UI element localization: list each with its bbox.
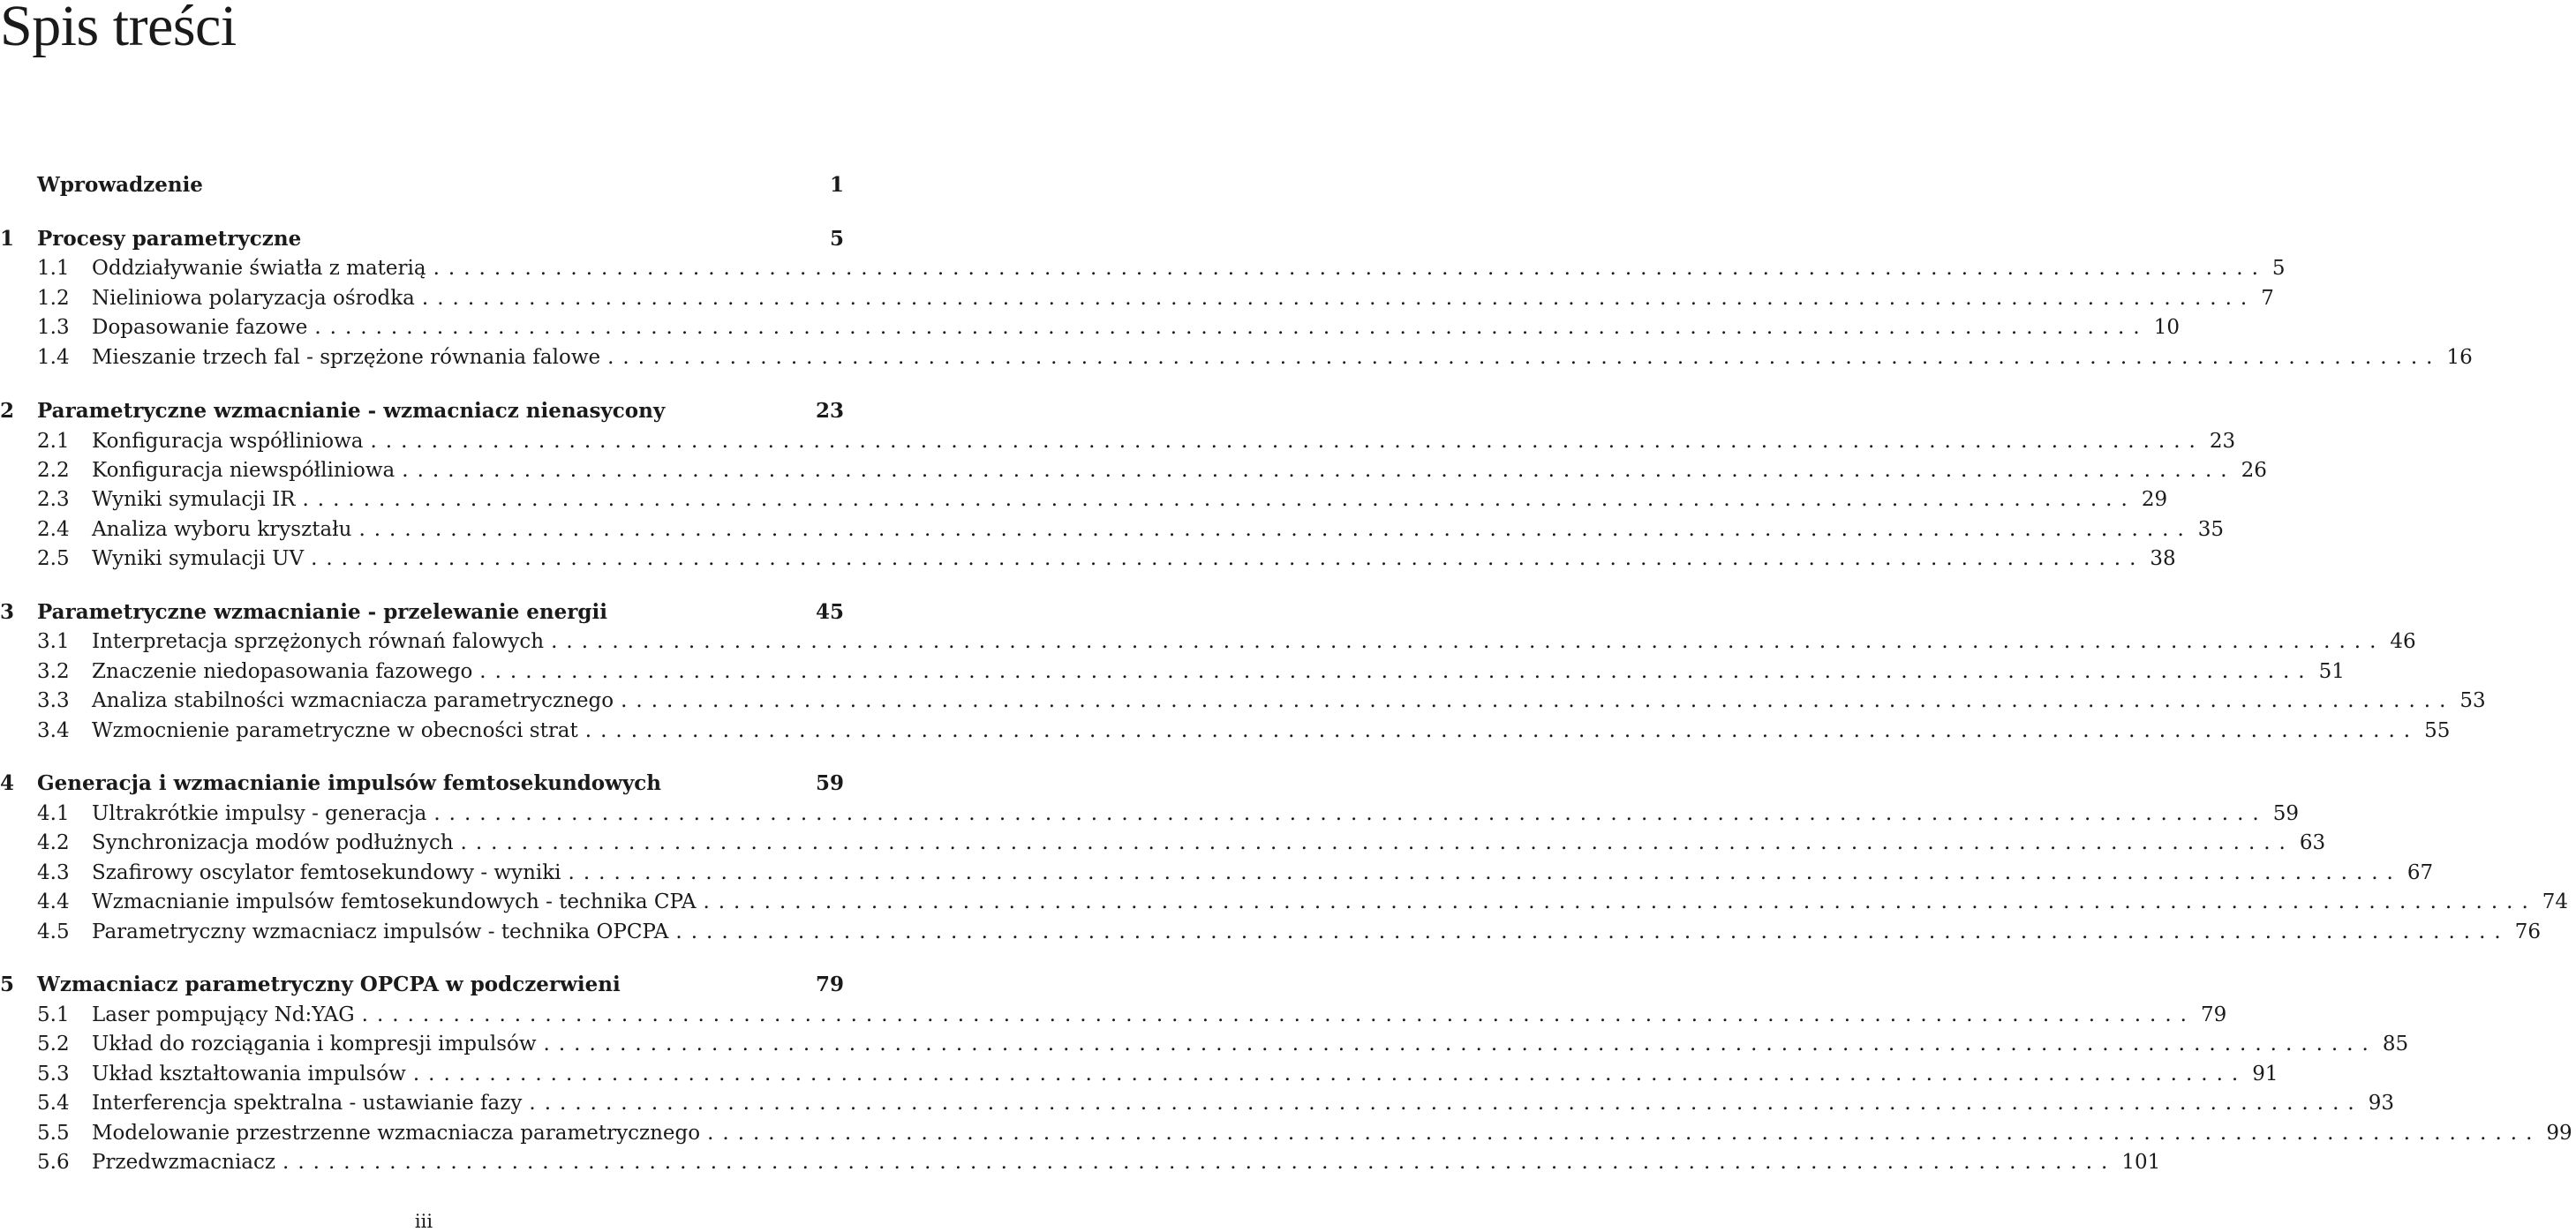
toc-entry-title: Konfiguracja niewspółliniowa	[92, 459, 395, 482]
toc-entry-number: 3.3	[37, 689, 70, 712]
toc-entry-page: 76	[2514, 920, 2542, 943]
toc-section-entry[interactable]	[0, 858, 2434, 888]
toc-section-entry[interactable]	[0, 1147, 2161, 1177]
toc-leader-dots: ........................................................................................................................	[568, 861, 2402, 884]
toc-entry-number: 3.2	[37, 660, 70, 683]
toc-entry-number: 4.1	[37, 802, 70, 825]
toc-chapter-entry[interactable]	[0, 597, 847, 627]
toc-entry-title: Parametryczne wzmacnianie - wzmacniacz nienasycony	[37, 399, 666, 423]
toc-leader-dots: ........................................................................................................................	[551, 630, 2385, 653]
toc-leader-dots: ........................................................................................................................	[529, 1092, 2363, 1115]
toc-entry-page: 1	[829, 173, 844, 197]
toc-entry-number: 2.5	[37, 547, 70, 570]
toc-entry-page: 93	[2368, 1092, 2394, 1115]
toc-leader-dots: ........................................................................................................................	[433, 802, 2268, 825]
toc-leader-dots: ........................................................................................................................	[703, 890, 2537, 913]
toc-leader-dots: ........................................................................................................................	[421, 287, 2256, 310]
toc-leader-dots: ........................................................................................................................	[607, 346, 2442, 369]
toc-section-entry[interactable]	[0, 544, 2176, 574]
toc-entry-title: Układ do rozciągania i kompresji impulsów	[92, 1033, 537, 1055]
toc-entry-number: 4	[0, 771, 15, 795]
toc-section-entry[interactable]	[0, 485, 2168, 515]
toc-leader-dots: ........................................................................................................................	[584, 719, 2420, 742]
toc-entry-page: 29	[2141, 488, 2168, 511]
toc-entry-title: Znaczenie niedopasowania fazowego	[92, 660, 473, 683]
toc-entry-title: Wzmacnianie impulsów femtosekundowych - technika CPA	[92, 890, 697, 913]
toc-entry-title: Układ kształtowania impulsów	[92, 1063, 406, 1086]
toc-entry-title: Dopasowanie fazowe	[92, 316, 308, 339]
toc-section-entry[interactable]	[0, 686, 2486, 716]
toc-entry-title: Ultrakrótkie impulsy - generacja	[92, 802, 427, 825]
toc-leader-dots: ........................................................................................................................	[311, 547, 2145, 570]
toc-entry-page: 5	[829, 227, 844, 251]
toc-leader-dots: ........................................................................................................................	[358, 518, 2193, 541]
toc-section-entry[interactable]	[0, 515, 2225, 545]
toc-entry-page: 46	[2390, 630, 2416, 653]
toc-section-entry[interactable]	[0, 283, 2274, 313]
toc-leader-dots: ........................................................................................................................	[675, 920, 2510, 943]
toc-entry-title: Parametryczne wzmacnianie - przelewanie energii	[37, 600, 607, 624]
toc-entry-title: Przedwzmacniacz	[92, 1151, 276, 1174]
toc-leader-dots: ........................................................................................................................	[402, 459, 2236, 482]
toc-entry-title: Wzmocnienie parametryczne w obecności strat	[92, 719, 578, 742]
toc-entry-page: 85	[2382, 1033, 2409, 1055]
toc-entry-page: 74	[2542, 890, 2569, 913]
toc-entry-number: 5.4	[37, 1092, 70, 1115]
toc-leader-dots: ........................................................................................................................	[282, 1151, 2117, 1174]
toc-section-entry[interactable]	[0, 917, 2542, 947]
toc-chapter-entry[interactable]	[0, 396, 847, 426]
toc-entry-page: 55	[2424, 719, 2451, 742]
toc-entry-title: Parametryczny wzmacniacz impulsów - technika OPCPA	[92, 920, 669, 943]
toc-entry-title: Konfiguracja współliniowa	[92, 430, 364, 453]
toc-section-entry[interactable]	[0, 657, 2345, 687]
toc-entry-page: 23	[815, 399, 844, 423]
toc-leader-dots: ........................................................................................................................	[543, 1033, 2377, 1055]
toc-section-entry[interactable]	[0, 342, 2473, 372]
toc-entry-number: 1	[0, 227, 15, 251]
toc-entry-number: 1.3	[37, 316, 70, 339]
toc-leader-dots: ........................................................................................................................	[361, 1003, 2196, 1026]
toc-entry-number: 5.2	[37, 1033, 70, 1055]
toc-leader-dots: ........................................................................................................................	[621, 689, 2455, 712]
toc-leader-dots: ........................................................................................................................	[412, 1063, 2248, 1086]
toc-entry-title: Laser pompujący Nd:YAG	[92, 1003, 355, 1026]
toc-entry-number: 5	[0, 973, 15, 996]
toc-leader-dots: ........................................................................................................................	[302, 488, 2136, 511]
toc-entry-title: Analiza stabilności wzmacniacza parametrycznego	[92, 689, 614, 712]
toc-entry-number: 5.3	[37, 1063, 70, 1086]
toc-entry-number: 2	[0, 399, 15, 423]
toc-entry-page: 59	[815, 771, 844, 795]
toc-entry-title: Wyniki symulacji IR	[92, 488, 296, 511]
toc-entry-number: 5.5	[37, 1122, 70, 1145]
toc-entry-page: 38	[2150, 547, 2176, 570]
toc-entry-page: 67	[2407, 861, 2434, 884]
toc-entry-title: Interpretacja sprzężonych równań falowych	[92, 630, 545, 653]
toc-entry-page: 99	[2546, 1122, 2572, 1145]
toc-entry-page: 53	[2459, 689, 2486, 712]
toc-entry-page: 79	[815, 973, 844, 996]
toc-leader-dots: ........................................................................................................................	[460, 831, 2294, 854]
toc-chapter-entry[interactable]	[0, 970, 847, 1000]
toc-entry-number: 3	[0, 600, 15, 624]
toc-entry-title: Modelowanie przestrzenne wzmacniacza parametrycznego	[92, 1122, 701, 1145]
toc-section-entry[interactable]	[0, 455, 2267, 485]
toc-entry-number: 4.5	[37, 920, 70, 943]
toc-entry-number: 4.4	[37, 890, 70, 913]
toc-entry-number: 1.4	[37, 346, 70, 369]
toc-entry-title: Procesy parametryczne	[37, 227, 302, 251]
toc-chapter-entry[interactable]	[0, 170, 847, 200]
toc-section-entry[interactable]	[0, 253, 2286, 283]
toc-entry-number: 2.3	[37, 488, 70, 511]
toc-entry-title: Oddziaływanie światła z materią	[92, 257, 426, 280]
toc-entry-page: 59	[2272, 802, 2299, 825]
toc-entry-title: Mieszanie trzech fal - sprzężone równania falowe	[92, 346, 601, 369]
toc-entry-number: 4.2	[37, 831, 70, 854]
toc-section-entry[interactable]	[0, 1088, 2394, 1118]
toc-entry-page: 26	[2241, 459, 2267, 482]
toc-entry-page: 63	[2299, 831, 2326, 854]
toc-entry-number: 3.1	[37, 630, 70, 653]
toc-section-entry[interactable]	[0, 1118, 2572, 1148]
toc-entry-title: Generacja i wzmacnianie impulsów femtosekundowych	[37, 771, 662, 795]
toc-entry-page: 5	[2271, 257, 2286, 280]
toc-section-entry[interactable]	[0, 1000, 2227, 1030]
toc-entry-title: Wyniki symulacji UV	[92, 547, 305, 570]
toc-entry-page: 23	[2209, 430, 2236, 453]
toc-section-entry[interactable]	[0, 426, 2236, 456]
toc-chapter-entry[interactable]	[0, 769, 847, 799]
page-title: Spis treści	[0, 0, 237, 58]
toc-section-entry[interactable]	[0, 627, 2416, 657]
toc-entry-title: Wprowadzenie	[37, 173, 203, 197]
toc-entry-number: 1.1	[37, 257, 70, 280]
toc-entry-title: Wzmacniacz parametryczny OPCPA w podczerwieni	[37, 973, 621, 996]
toc-section-entry[interactable]	[0, 828, 2326, 858]
toc-entry-number: 2.1	[37, 430, 70, 453]
toc-entry-page: 35	[2197, 518, 2225, 541]
toc-chapter-entry[interactable]	[0, 224, 847, 254]
toc-entry-title: Analiza wyboru kryształu	[92, 518, 352, 541]
toc-entry-page: 45	[815, 600, 844, 624]
toc-section-entry[interactable]	[0, 312, 2180, 342]
toc-entry-title: Synchronizacja modów podłużnych	[92, 831, 454, 854]
toc-entry-page: 16	[2446, 346, 2473, 369]
toc-entry-number: 3.4	[37, 719, 70, 742]
toc-entry-number: 2.4	[37, 518, 70, 541]
toc-entry-page: 101	[2121, 1151, 2161, 1174]
toc-section-entry[interactable]	[0, 716, 2451, 746]
toc-entry-page: 79	[2200, 1003, 2227, 1026]
toc-section-entry[interactable]	[0, 1059, 2278, 1089]
toc-section-entry[interactable]	[0, 1029, 2409, 1059]
toc-leader-dots: ........................................................................................................................	[479, 660, 2314, 683]
toc-entry-page: 7	[2261, 287, 2274, 310]
toc-leader-dots: ........................................................................................................................	[707, 1122, 2542, 1145]
toc-entry-number: 1.2	[37, 287, 70, 310]
toc-section-entry[interactable]	[0, 799, 2299, 829]
toc-entry-number: 4.3	[37, 861, 70, 884]
toc-entry-page: 10	[2153, 316, 2180, 339]
toc-entry-title: Interferencja spektralna - ustawianie fazy	[92, 1092, 523, 1115]
page-number: iii	[414, 1211, 433, 1232]
toc-entry-number: 5.1	[37, 1003, 70, 1026]
toc-leader-dots: ........................................................................................................................	[314, 316, 2149, 339]
toc-leader-dots: ........................................................................................................................	[433, 257, 2267, 280]
toc-entry-number: 2.2	[37, 459, 70, 482]
toc-leader-dots: ........................................................................................................................	[370, 430, 2204, 453]
toc-entry-title: Szafirowy oscylator femtosekundowy - wyniki	[92, 861, 561, 884]
toc-section-entry[interactable]	[0, 887, 2569, 917]
toc-entry-page: 51	[2318, 660, 2345, 683]
toc-entry-number: 5.6	[37, 1151, 70, 1174]
toc-entry-title: Nieliniowa polaryzacja ośrodka	[92, 287, 415, 310]
toc-entry-page: 91	[2252, 1063, 2278, 1086]
